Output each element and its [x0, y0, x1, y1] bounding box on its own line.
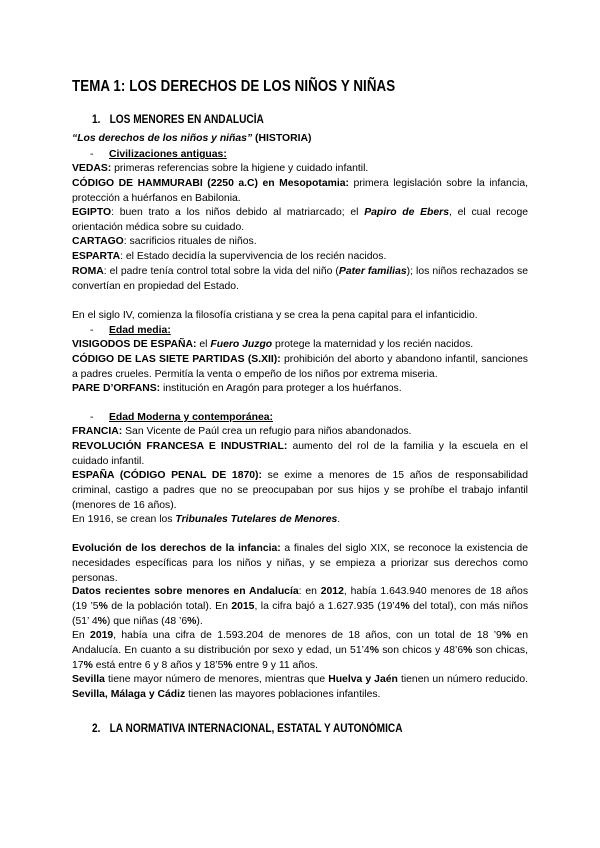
page-title: TEMA 1: LOS DERECHOS DE LOS NIÑOS Y NIÑAS	[72, 78, 396, 95]
subheading-modern: - Edad Moderna y contemporánea:	[90, 412, 273, 423]
paragraph-hammurabi: CÓDIGO DE HAMMURABI (2250 a.C) en Mesopotamia: primera legislación sobre la infancia, protección a huérfanos en Babilonia.	[72, 178, 528, 204]
paragraph-francia: FRANCIA: San Vicente de Paúl crea un refugio para niños abandonados.	[72, 426, 412, 437]
subheading-medieval: - Edad media:	[90, 325, 171, 336]
history-heading: “Los derechos de los niños y niñas” (HISTORIA)	[72, 133, 312, 144]
paragraph-espana-codigo-penal: ESPAÑA (CÓDIGO PENAL DE 1870): se exime a menores de 15 años de responsabilidad criminal, castigo a padres que no se preocupaban por sus hijos y se prohíbe el trabajo infantil (menores de 16 años).	[72, 470, 528, 511]
paragraph-datos-recientes: Datos recientes sobre menores en Andalucía: en 2012, había 1.643.940 menores de 18 años (19 ’5% de la población total). En 2015, la cifra bajó a 1.627.935 (19’4% del total), con más niños (51’ 4%) que niñas (48 ’6%).	[72, 586, 529, 627]
paragraph-sevilla: Sevilla tiene mayor número de menores, mientras que Huelva y Jaén tienen un número reducido. Sevilla, Málaga y Cádiz tienen las mayores poblaciones infantiles.	[72, 674, 528, 700]
paragraph-roma: ROMA: el padre tenía control total sobre la vida del niño (Pater familias); los niños rechazados se convertían en propiedad del Estado.	[72, 266, 528, 292]
paragraph-pare-dorfans: PARE D’ORFANS: institución en Aragón para proteger a los huérfanos.	[72, 383, 402, 394]
paragraph-revolucion: REVOLUCIÓN FRANCESA E INDUSTRIAL: aumento del rol de la familia y la escuela en el cuidado infantil.	[72, 441, 528, 467]
paragraph-siete-partidas: CÓDIGO DE LAS SIETE PARTIDAS (S.XII): prohibición del aborto y abandono infantil, sanciones a padres crueles. Permitía la venta o empeño de los niños por extrema miseria.	[72, 354, 528, 380]
paragraph-egipto: EGIPTO: buen trato a los niños debido al matriarcado; el Papiro de Ebers, el cual recoge orientación médica sobre su cuidado.	[72, 207, 529, 233]
paragraph-visigodos: VISIGODOS DE ESPAÑA: el Fuero Juzgo protege la maternidad y los recién nacidos.	[72, 339, 474, 350]
subheading-ancient: - Civilizaciones antiguas:	[90, 149, 227, 160]
paragraph-cartago: CARTAGO: sacrificios rituales de niños.	[72, 236, 257, 247]
paragraph-2019: En 2019, había una cifra de 1.593.204 de menores de 18 años, con un total de 18 ’9% en Andalucía. En cuanto a su distribución por sexo y edad, un 51’4% son chicos y 48’6% son chicas, 17% está entre 6 y 8 años y 18’5% entre 9 y 11 años.	[72, 630, 528, 671]
paragraph-1916: En 1916, se crean los Tribunales Tutelares de Menores.	[72, 514, 341, 525]
paragraph-siglo-iv: En el siglo IV, comienza la filosofía cristiana y se crea la pena capital para el infanticidio.	[72, 310, 478, 321]
section-heading-1: 1. LOS MENORES EN ANDALUCÍA	[92, 114, 264, 126]
paragraph-evolucion: Evolución de los derechos de la infancia: a finales del siglo XIX, se reconoce la existencia de necesidades específicas para los niños y niñas, y se empieza a priorizar sus derechos como personas.	[72, 543, 528, 584]
paragraph-esparta: ESPARTA: el Estado decidía la supervivencia de los recién nacidos.	[72, 251, 387, 262]
section-heading-2: 2. LA NORMATIVA INTERNACIONAL, ESTATAL Y AUTONÓMICA	[92, 723, 403, 735]
paragraph-vedas: VEDAS: primeras referencias sobre la higiene y cuidado infantil.	[72, 163, 369, 174]
